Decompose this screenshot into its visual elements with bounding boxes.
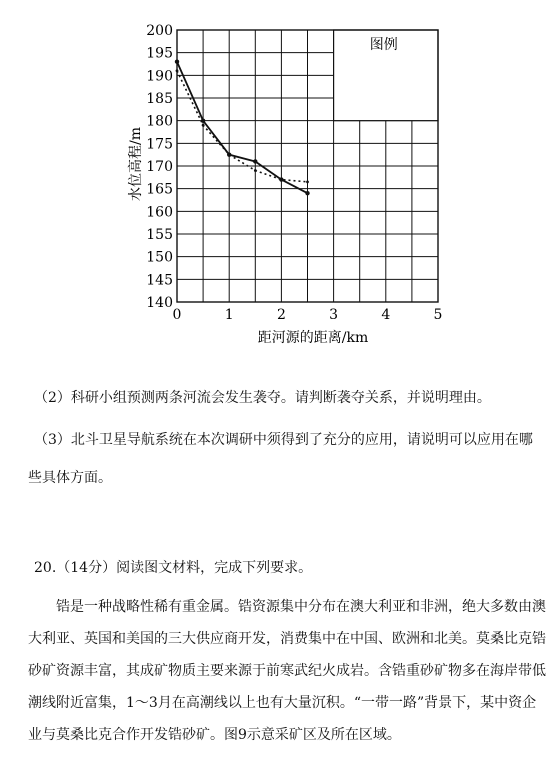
x-tick-label: 4: [381, 307, 391, 323]
y-tick-label: 145: [146, 272, 173, 289]
question-3-line-1: （3）北斗卫星导航系统在本次调研中须得到了充分的应用，请说明可以应用在哪: [34, 432, 533, 448]
x-tick-label: 5: [433, 307, 443, 323]
series-dotted-point: [280, 178, 283, 181]
y-tick-label: 170: [146, 159, 173, 175]
x-axis-label: 距河源的距离/km: [257, 330, 369, 346]
y-axis-label: 水位高程/m: [128, 127, 144, 201]
series-solid-line: [177, 62, 308, 193]
legend-title: 图例: [369, 37, 398, 53]
y-tick-label: 175: [146, 136, 173, 153]
y-tick-label: 165: [146, 181, 173, 198]
legend-box: [334, 30, 438, 121]
x-tick-label: 0: [172, 307, 182, 323]
y-tick-label: 150: [146, 249, 173, 266]
series-dotted-point: [254, 169, 257, 172]
y-tick-label: 180: [146, 113, 173, 130]
y-tick-label: 140: [146, 295, 173, 311]
series-solid-point: [253, 159, 257, 163]
chart-series: [175, 60, 310, 196]
question-3-line-2: 些具体方面。: [28, 470, 112, 486]
y-tick-label: 190: [146, 68, 173, 85]
series-dotted-point: [228, 153, 231, 156]
y-tick-label: 160: [146, 204, 173, 221]
y-tick-label: 155: [146, 227, 173, 243]
water-level-chart: [0, 0, 558, 360]
question-20-passage: 锆是一种战略性稀有重金属。锆资源集中分布在澳大利亚和非洲，绝大多数由澳大利亚、英国和美国的三大供应商开发，消费集中在中国、欧洲和北美。莫桑比克锆砂矿资源丰富，其成矿物质主要来源于前寒武纪火成岩。含锆重砂矿物多在海岸带低潮线附近富集，1～3月在高潮线以上也有大量沉积。“一带一路”背景下，某中资企业与莫桑比克合作开发锆砂矿。图9示意采矿区及所在区域。: [28, 599, 546, 743]
question-2: （2）科研小组预测两条河流会发生袭夺。请判断袭夺关系，并说明理由。: [34, 390, 491, 406]
series-solid-point: [305, 191, 309, 195]
y-tick-label: 200: [146, 23, 173, 39]
question-20-heading: 20.（14分）阅读图文材料，完成下列要求。: [34, 560, 313, 576]
series-dotted-point: [202, 124, 205, 127]
series-dotted-point: [306, 180, 309, 183]
x-tick-label: 1: [224, 307, 234, 323]
y-tick-label: 195: [146, 45, 173, 62]
x-tick-label: 2: [276, 307, 286, 323]
series-dotted-line: [177, 71, 308, 182]
y-tick-label: 185: [146, 91, 173, 107]
x-tick-label: 3: [329, 307, 339, 323]
